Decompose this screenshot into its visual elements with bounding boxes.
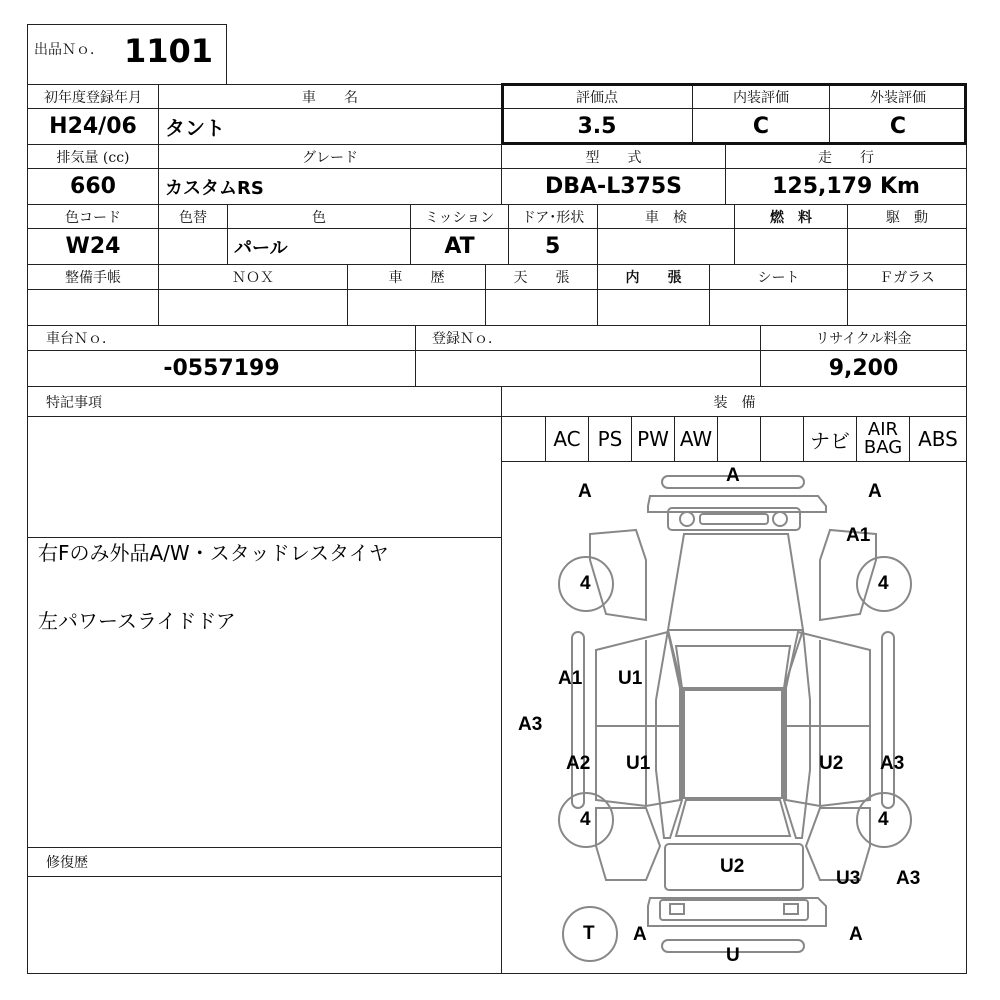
- fuel-value: [735, 229, 847, 264]
- mark-spare-tire: T: [583, 923, 595, 944]
- vehicle-history-label: 車 歴: [388, 270, 445, 286]
- first-registration-value: H24/06: [49, 114, 137, 139]
- exterior-grade-label: 外装評価: [870, 89, 926, 106]
- mark-front-center: A: [726, 465, 740, 486]
- mileage-label: 走 行: [818, 149, 874, 166]
- displacement-value: 660: [70, 174, 116, 199]
- car-name-label: 車 名: [302, 89, 358, 106]
- divider: [27, 289, 967, 290]
- mark-left-a3: A3: [518, 714, 543, 735]
- equipment-navi: ナビ: [810, 428, 850, 453]
- interior-grade-label: 内装評価: [733, 89, 789, 106]
- equipment-empty-3: [761, 417, 803, 461]
- mark-right-u2: U2: [819, 753, 844, 774]
- seat-label: シート: [757, 270, 800, 286]
- recycle-fee-label: リサイクル料金: [815, 331, 912, 347]
- color-code-value: W24: [65, 234, 121, 259]
- first-registration-label: 初年度登録年月: [44, 89, 142, 106]
- equipment-ps: PS: [597, 427, 623, 451]
- mark-front-left: A: [578, 481, 592, 502]
- doors-value: 5: [545, 234, 561, 259]
- chassis-number-value: -0557199: [163, 356, 280, 381]
- registration-number-value: [416, 351, 760, 386]
- equipment-abs: ABS: [918, 427, 958, 451]
- car-name-value: タント: [165, 116, 225, 140]
- equipment-empty-2: [718, 417, 760, 461]
- model-code-value: DBA-L375S: [545, 174, 682, 199]
- interior-trim-label: 内 張: [625, 270, 682, 286]
- drive-value: [848, 229, 966, 264]
- recycle-fee-value: 9,200: [828, 356, 899, 381]
- mark-tire-rear-right: 4: [878, 809, 889, 830]
- equipment-label: 装 備: [713, 394, 756, 411]
- grade-label: グレード: [302, 149, 358, 166]
- equipment-ac: AC: [553, 427, 581, 451]
- mark-left-a1: A1: [558, 668, 583, 689]
- doors-label: ドア･形状: [521, 209, 585, 226]
- equipment-pw: PW: [637, 427, 669, 451]
- repaint-value: [159, 229, 227, 264]
- color-code-label: 色コード: [65, 209, 121, 226]
- lot-number: 1101: [124, 32, 214, 70]
- mark-hood-right: A1: [846, 525, 871, 546]
- model-code-label: 型 式: [585, 149, 642, 166]
- exterior-grade-value: C: [889, 114, 907, 139]
- divider: [27, 847, 502, 848]
- mark-rear-right: A: [849, 924, 863, 945]
- transmission-label: ミッション: [424, 209, 495, 226]
- mark-left-a2: A2: [566, 753, 591, 774]
- equipment-empty-1: [502, 417, 545, 461]
- score-label: 評価点: [576, 89, 618, 106]
- mark-trunk-u2: U2: [720, 856, 745, 877]
- registration-number-label: 登録Ｎｏ．: [432, 331, 502, 347]
- mark-right-u3: U3: [836, 868, 861, 889]
- nox-label: ＮＯＸ: [232, 270, 274, 286]
- mark-rear-left: A: [633, 924, 647, 945]
- mark-right-a3-rear: A3: [896, 868, 921, 889]
- mark-right-a3: A3: [880, 753, 905, 774]
- interior-grade-value: C: [752, 114, 770, 139]
- color-value: パール: [234, 237, 288, 259]
- maintenance-book-label: 整備手帳: [65, 270, 121, 286]
- transmission-value: AT: [444, 234, 475, 259]
- special-notes-label: 特記事項: [46, 394, 102, 411]
- mark-left-u1-bottom: U1: [626, 753, 651, 774]
- score-value: 3.5: [577, 114, 617, 139]
- fuel-label: 燃 料: [770, 209, 812, 226]
- displacement-label: 排気量 (cc): [56, 149, 130, 166]
- grade-value: カスタムRS: [165, 177, 264, 199]
- equipment-aw: AW: [679, 427, 713, 451]
- mark-tire-front-left: 4: [580, 573, 591, 594]
- mark-tire-rear-left: 4: [580, 809, 591, 830]
- chassis-number-label: 車台Ｎｏ．: [46, 331, 116, 347]
- inspection-label: 車 検: [645, 209, 687, 226]
- drive-label: 駆 動: [886, 209, 928, 226]
- ceiling-label: 天 張: [513, 270, 570, 286]
- divider: [27, 876, 502, 877]
- special-note-line-2: 左パワースライドドア: [38, 609, 236, 633]
- equipment-airbag: AIR BAG: [863, 419, 903, 458]
- mileage-value: 125,179 Km: [772, 174, 920, 199]
- special-note-line-1: 右Fのみ外品A/W・スタッドレスタイヤ: [38, 541, 389, 565]
- mark-rear-center: U: [726, 945, 740, 966]
- mark-left-u1-top: U1: [618, 668, 643, 689]
- car-damage-diagram: [502, 462, 966, 973]
- repair-history-label: 修復歴: [46, 855, 88, 871]
- mark-tire-front-right: 4: [878, 573, 889, 594]
- color-label: 色: [312, 209, 326, 226]
- inspection-value: [598, 229, 734, 264]
- mark-front-right: A: [868, 481, 882, 502]
- repaint-label: 色替: [179, 209, 207, 226]
- lot-number-label: 出品Ｎｏ．: [34, 42, 104, 58]
- front-glass-label: Ｆガラス: [879, 270, 935, 286]
